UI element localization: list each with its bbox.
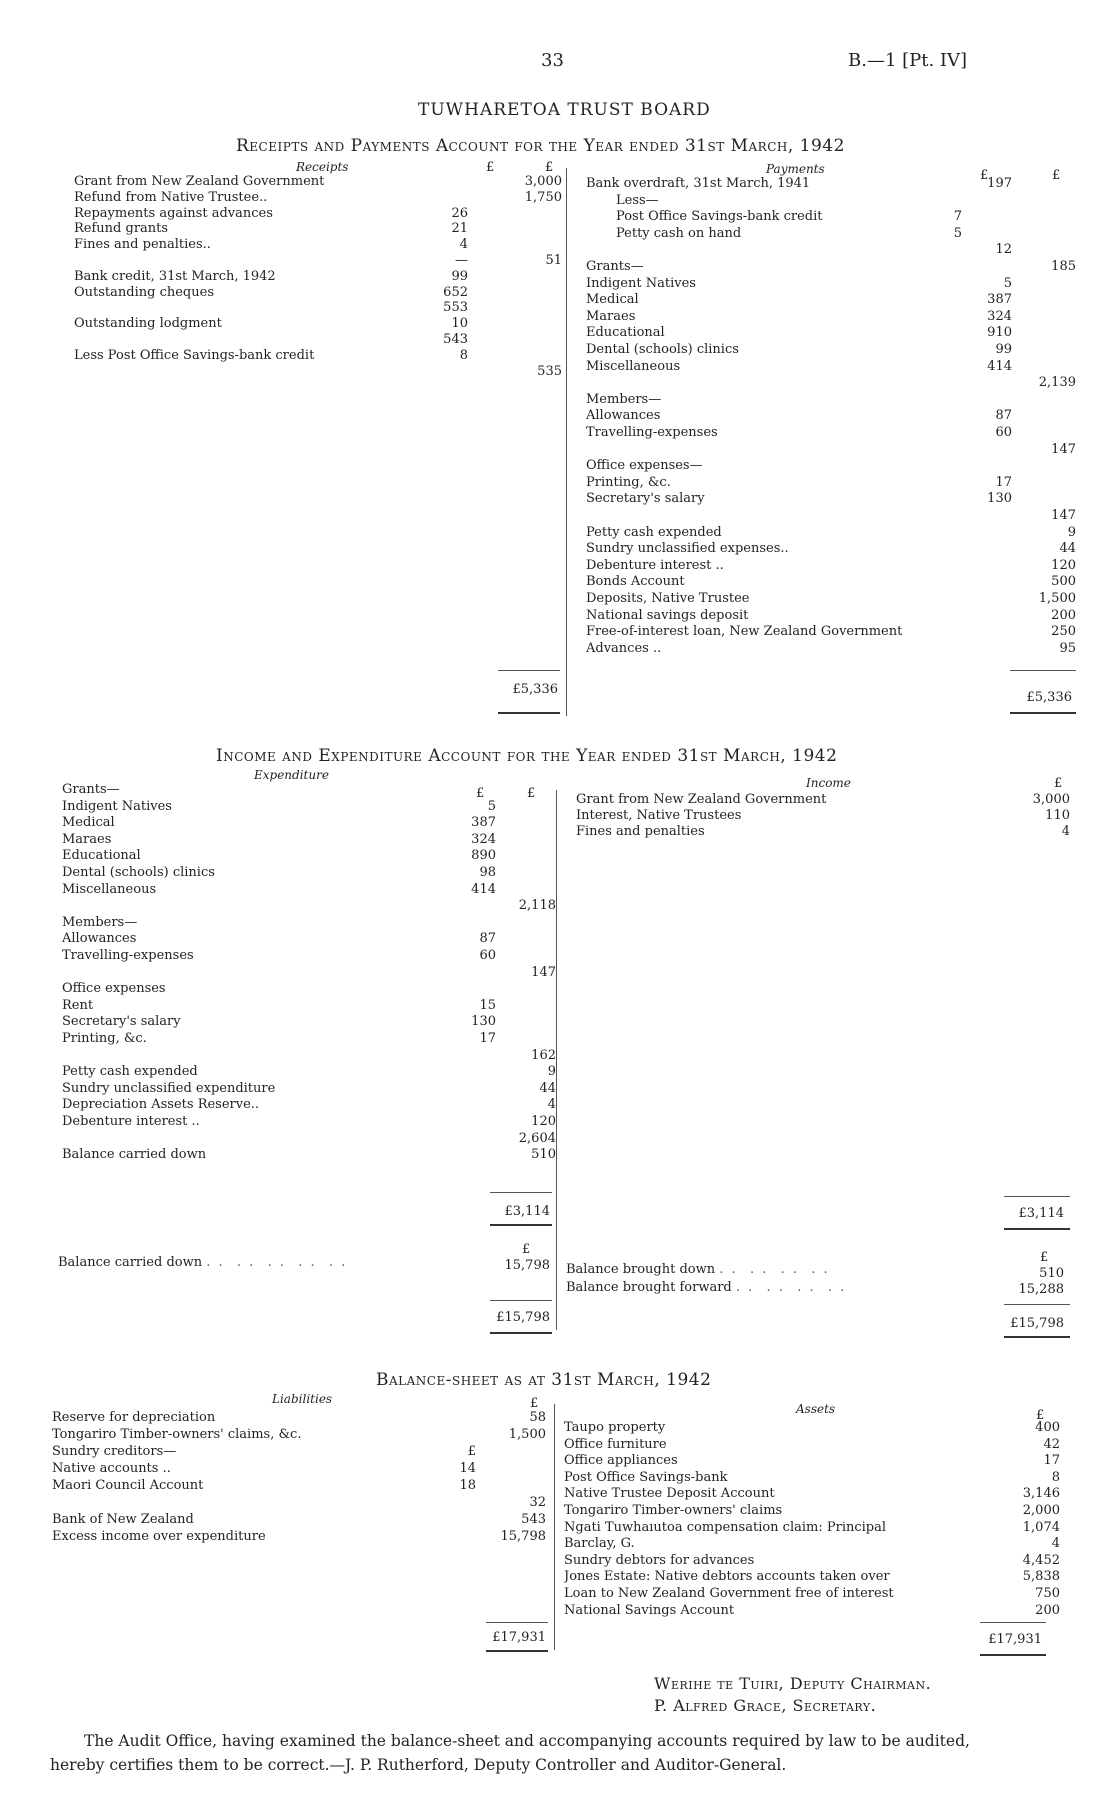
expenditure-label [62,1131,462,1147]
payment-col1-value [952,193,1012,209]
receipt-label [74,300,434,316]
liability-col1-value: 18 [459,1478,476,1493]
expenditure-col1-value: 87 [479,931,496,947]
assets-total: £17,931 [988,1632,1042,1647]
payments-total: £5,336 [1026,690,1072,705]
receipt-col2-value: 51 [545,253,562,268]
liability-label: Reserve for depreciation [52,1410,216,1425]
payment-label [586,508,946,524]
payment-label: Advances .. [586,640,662,656]
liability-label: Bank of New Zealand [52,1512,194,1527]
asset-label: Office furniture [564,1436,667,1452]
payment-label: Maraes [586,308,636,324]
expenditure-label: Members— [62,914,138,930]
grand-total-right: £15,798 [1010,1316,1064,1331]
expenditure-currency-1: £ [476,786,485,801]
expenditure-col1-value [436,782,496,798]
receipts-currency-2: £ [545,160,554,175]
receipt-label: Outstanding cheques [74,284,214,300]
income-label: Grant from New Zealand Government [576,792,827,807]
receipt-label [74,253,434,269]
expenditure-label: Petty cash expended [62,1064,198,1080]
payment-col1-value [952,458,1012,474]
asset-col2-value: 4 [1051,1536,1060,1552]
payment-col1-value: 5 [1003,275,1012,291]
expenditure-label: Rent [62,997,94,1013]
expenditure-col1-value: 98 [479,865,496,880]
payment-col2-value: 147 [1051,508,1076,523]
asset-col2-value: 4,452 [1022,1552,1060,1568]
liability-col2-value: 58 [529,1410,546,1425]
expenditure-col2-value: 162 [531,1047,556,1063]
payment-col2-value: 1,500 [1038,591,1076,606]
expenditure-col1-value: 17 [479,1031,496,1046]
asset-label: Jones Estate: Native debtors accounts taken over [564,1569,890,1585]
asset-col2-value: 8 [1051,1469,1060,1485]
receipt-col1-value: 26 [451,205,468,221]
receipt-label: Grant from New Zealand Government [74,174,325,189]
payment-label: Educational [586,325,665,341]
expenditure-col2-value: 2,118 [518,898,556,914]
payment-label: Dental (schools) clinics [586,342,739,357]
audit-certificate-line-1: The Audit Office, having examined the balance-sheet and accompanying accounts required by law to be audited, [84,1732,970,1750]
receipt-label: Outstanding lodgment [74,316,222,332]
payment-col1-value: 60 [995,425,1012,440]
expenditure-label: Printing, &c. [62,1031,147,1046]
asset-col2-value: 1,074 [1022,1519,1060,1535]
liability-label: Sundry creditors— [52,1444,177,1459]
expenditure-col2-value: 44 [539,1080,556,1096]
liability-label: Tongariro Timber-owners' claims, &c. [52,1427,302,1442]
income-total: £3,114 [1018,1206,1064,1221]
income-label: Fines and penalties [576,824,705,839]
income-expenditure-title: Income and Expenditure Account for the Year ended 31st March, 1942 [216,746,838,766]
expenditure-label: Balance carried down [62,1147,207,1163]
liabilities-currency: £ [530,1396,539,1411]
expenditure-col1-value: 387 [471,815,496,831]
audit-certificate-line-2: hereby certifies them to be correct.—J. P. Rutherford, Deputy Controller and Auditor-General. [50,1756,787,1774]
receipt-label: Bank credit, 31st March, 1942 [74,268,276,284]
balance-brought-forward-label: Balance brought forward . . . . . . . . [566,1280,847,1295]
expenditure-label: Indigent Natives [62,798,172,814]
receipt-col1-value: — [455,253,468,268]
receipt-col2-value: 3,000 [524,174,562,189]
payment-col2-value: 200 [1051,607,1076,623]
expenditure-label: Sundry unclassified expenditure [62,1080,276,1096]
expenditure-label [62,1048,462,1064]
payment-col1-value: 99 [995,342,1012,357]
report-reference: B.—1 [Pt. IV] [848,50,968,71]
signature-deputy-chairman: Werihe te Tuiri, Deputy Chairman. [654,1674,932,1693]
page-number: 33 [541,50,564,71]
asset-col2-value: 5,838 [1022,1569,1060,1585]
payment-col1-value: 324 [987,308,1012,324]
asset-label: Native Trustee Deposit Account [564,1486,775,1502]
payment-label: Bonds Account [586,574,685,590]
asset-col2-value: 2,000 [1022,1503,1060,1518]
expenditure-col1-value: 15 [479,997,496,1013]
payment-label: Sundry unclassified expenses.. [586,541,789,557]
expenditure-currency-2: £ [527,786,536,801]
asset-label: Barclay, G. [564,1536,635,1552]
payment-label: Printing, &c. [586,474,671,490]
liability-label: Native accounts .. [52,1461,171,1476]
liability-label: Maori Council Account [52,1478,204,1493]
asset-col2-value: 3,146 [1022,1486,1060,1502]
balance-brought-forward-value: 15,288 [1018,1282,1064,1297]
expenditure-label: Miscellaneous [62,881,157,897]
liability-col1-value: 14 [459,1461,476,1476]
payment-col2-value: 95 [1059,640,1076,656]
expenditure-col1-value: 414 [471,881,496,897]
asset-label: Sundry debtors for advances [564,1552,755,1568]
payment-col1-value: 87 [995,408,1012,424]
receipt-label: Less Post Office Savings-bank credit [74,347,315,363]
balance-sheet-divider [554,1404,555,1650]
payment-col0-value: 7 [953,209,962,225]
assets-heading: Assets [796,1402,836,1416]
payment-col1-value: 910 [987,325,1012,341]
income-expenditure-divider [556,790,557,1330]
payment-label: Secretary's salary [586,491,705,507]
payment-label: Members— [586,391,662,407]
payment-label: Bank overdraft, 31st March, 1941 [586,176,811,191]
receipt-col1-value: 543 [443,332,468,347]
income-currency: £ [1054,776,1063,791]
asset-col2-value: 200 [1035,1602,1060,1618]
expenditure-label: Dental (schools) clinics [62,865,215,880]
balance-brought-down-label: Balance brought down . . . . . . . . [566,1262,830,1277]
expenditure-label: Educational [62,848,141,864]
asset-label: Loan to New Zealand Government free of interest [564,1586,894,1601]
receipt-col2-value: 1,750 [524,189,562,205]
receipt-label: Repayments against advances [74,205,273,221]
payment-label: Indigent Natives [586,275,696,291]
income-heading: Income [806,776,851,790]
payment-col2-value: 44 [1059,541,1076,557]
receipt-col1-value: 652 [443,284,468,300]
expenditure-col2-value: 147 [531,964,556,980]
receipt-label: Fines and penalties.. [74,237,211,253]
expenditure-col1-value: 5 [487,798,496,814]
receipt-col1-value: 99 [451,268,468,284]
payment-label: Debenture interest .. [586,557,724,573]
asset-col2-value: 400 [1035,1420,1060,1435]
payment-label: Petty cash expended [586,524,722,540]
liability-col2-value: 15,798 [500,1529,546,1544]
payment-label [586,242,946,258]
payment-label: National savings deposit [586,607,749,623]
expenditure-col2-value: 9 [547,1064,556,1080]
receipt-label [74,332,434,348]
payment-col2-value: 250 [1051,624,1076,640]
payment-label [586,442,946,458]
expenditure-label: Allowances [62,931,137,947]
payment-label: Deposits, Native Trustee [586,591,750,606]
receipt-col1-value: 10 [451,316,468,332]
expenditure-label: Debenture interest .. [62,1114,200,1129]
payments-currency-2: £ [1052,168,1061,183]
expenditure-label: Depreciation Assets Reserve.. [62,1097,260,1113]
expenditure-label: Office expenses [62,981,166,997]
assets-currency: £ [1036,1408,1045,1423]
brought-currency: £ [1040,1250,1049,1265]
asset-label: Taupo property [564,1420,666,1435]
receipt-col2-value: 535 [537,363,562,379]
payment-col1-value: 197 [987,176,1012,191]
liability-col2-value: 32 [529,1495,546,1510]
payment-label [586,375,946,391]
expenditure-col1-value [436,915,496,931]
payment-col2-value: 185 [1051,259,1076,274]
receipts-payments-title: Receipts and Payments Account for the Year ended 31st March, 1942 [236,136,845,156]
payment-col2-value: 120 [1051,557,1076,573]
grand-total-left: £15,798 [496,1310,550,1325]
asset-label: Tongariro Timber-owners' claims [564,1503,783,1518]
expenditure-col2-value: 510 [531,1147,556,1163]
asset-col2-value: 17 [1043,1453,1060,1469]
income-col2-value: 110 [1045,808,1070,823]
balance-brought-down-value: 510 [1039,1266,1064,1281]
payment-col1-value: 414 [987,358,1012,374]
payment-label: Miscellaneous [586,358,681,374]
liabilities-heading: Liabilities [272,1392,333,1406]
expenditure-label: Grants— [62,782,120,797]
receipt-col1-value: 21 [451,221,468,237]
expenditure-label [62,965,462,981]
asset-col2-value: 42 [1043,1436,1060,1452]
payment-col1-value [952,392,1012,408]
asset-label: Post Office Savings-bank [564,1469,728,1485]
payment-label: Petty cash on hand [616,225,742,241]
asset-label: Office appliances [564,1453,678,1469]
payment-label: Post Office Savings-bank credit [616,209,823,225]
receipt-label: Refund grants [74,221,169,237]
liability-label: Excess income over expenditure [52,1529,266,1544]
payment-label: Free-of-interest loan, New Zealand Government [586,624,903,640]
liability-col2-value: 543 [521,1512,546,1527]
payment-col2-value: 2,139 [1038,375,1076,391]
expenditure-label: Medical [62,815,115,831]
payment-col2-value: 147 [1051,441,1076,457]
liability-label [52,1495,412,1511]
income-label: Interest, Native Trustees [576,808,742,823]
expenditure-heading: Expenditure [254,768,329,782]
expenditure-col1-value: 60 [479,948,496,963]
expenditure-col1-value: 890 [471,848,496,864]
payment-label: Travelling-expenses [586,425,718,440]
payment-label: Medical [586,292,639,308]
asset-label: Ngati Tuwhaıutoa compensation claim: Principal [564,1519,887,1535]
payment-col2-value: 500 [1051,574,1076,590]
expenditure-label: Secretary's salary [62,1014,181,1030]
payment-col1-value: 17 [995,474,1012,490]
board-title: TUWHARETOA TRUST BOARD [418,100,711,120]
expenditure-label: Maraes [62,831,112,847]
expenditure-col2-value: 2,604 [518,1130,556,1146]
receipts-currency-1: £ [486,160,495,175]
payment-col1-value: 12 [995,242,1012,258]
receipts-total: £5,336 [512,682,558,697]
expenditure-col1-value [436,981,496,997]
income-col2-value: 3,000 [1032,792,1070,807]
asset-label: National Savings Account [564,1602,735,1618]
payment-label: Grants— [586,259,644,274]
receipt-label [74,364,434,380]
payment-col1-value: 387 [987,292,1012,308]
payment-col0-value: 5 [953,225,962,241]
payments-currency-1: £ [980,168,989,183]
expenditure-label: Travelling-expenses [62,948,194,963]
carried-currency: £ [522,1242,531,1257]
receipts-heading: Receipts [296,160,349,174]
expenditure-total: £3,114 [504,1204,550,1219]
balance-carried-down-value: 15,798 [504,1258,550,1273]
payment-col2-value: 9 [1067,524,1076,540]
receipt-col1-value: 4 [459,237,468,253]
payment-label: Office expenses— [586,458,703,474]
receipt-col1-value: 553 [443,300,468,316]
income-col2-value: 4 [1061,824,1070,839]
payment-label: Allowances [586,408,661,424]
balance-carried-down-label: Balance carried down . . . . . . . . . . [58,1255,348,1270]
expenditure-col2-value: 4 [547,1097,556,1113]
liability-col1-value: £ [467,1444,476,1459]
receipts-payments-divider [566,168,567,716]
payments-heading: Payments [766,162,825,176]
receipt-col1-value: 8 [459,347,468,363]
liability-col2-value: 1,500 [508,1427,546,1442]
expenditure-col1-value: 324 [471,831,496,847]
balance-sheet-title: Balance-sheet as at 31st March, 1942 [376,1370,712,1390]
expenditure-label [62,898,462,914]
asset-col2-value: 750 [1035,1586,1060,1601]
liabilities-total: £17,931 [492,1630,546,1645]
payment-label: Less— [616,192,659,208]
expenditure-col2-value: 120 [531,1114,556,1129]
expenditure-col1-value: 130 [471,1014,496,1030]
payment-col1-value: 130 [987,491,1012,507]
signature-secretary: P. Alfred Grace, Secretary. [654,1696,877,1715]
receipt-label: Refund from Native Trustee.. [74,189,268,205]
